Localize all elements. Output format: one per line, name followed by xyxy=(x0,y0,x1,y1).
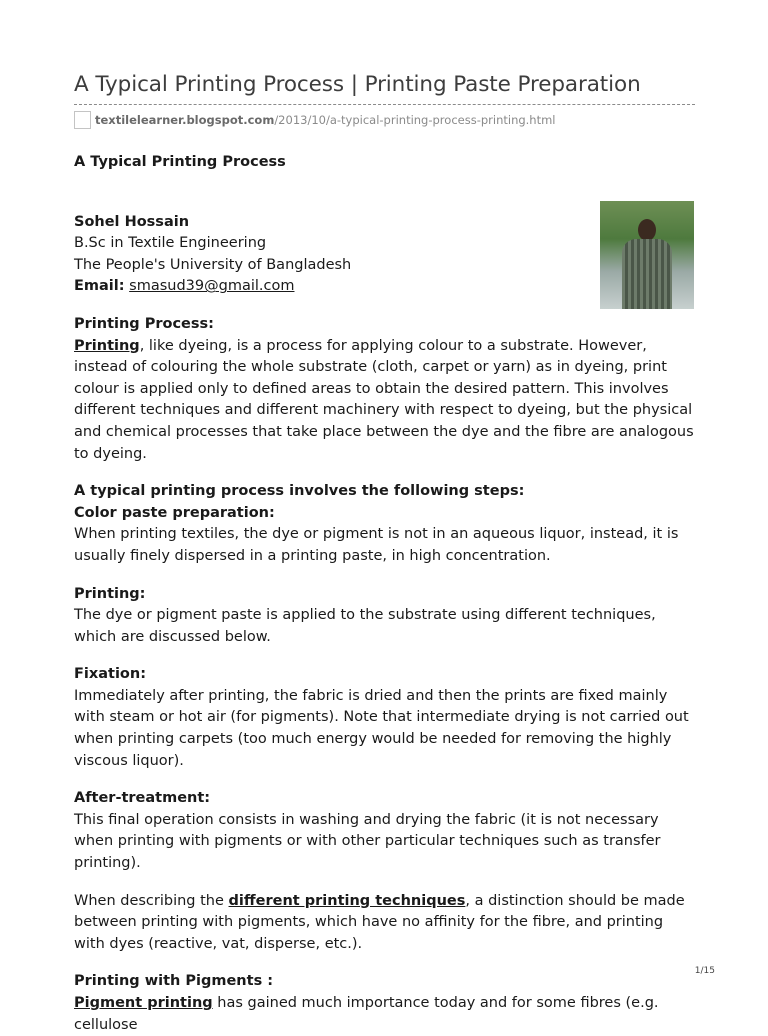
printing-text: The dye or pigment paste is applied to the substrate using different techniques, which are discussed below. xyxy=(74,607,656,645)
source-path: /2013/10/a-typical-printing-process-printing.html xyxy=(274,113,556,127)
printing-heading: Printing: xyxy=(74,585,146,602)
email-link[interactable]: smasud39@gmail.com xyxy=(129,278,295,295)
pigments-text: has gained much importance today and for some fibres (e.g. cellulose xyxy=(74,995,659,1033)
intro-heading: A Typical Printing Process xyxy=(74,154,286,170)
paste-heading: Color paste preparation: xyxy=(74,504,275,521)
pigments-paragraph xyxy=(74,993,695,1036)
source-url[interactable] xyxy=(74,111,556,129)
person-head xyxy=(638,219,656,241)
process-heading: Printing Process: xyxy=(74,315,214,332)
author-name: Sohel Hossain xyxy=(74,213,190,230)
printing-link[interactable]: Printing xyxy=(74,337,140,354)
fixation-heading: Fixation: xyxy=(74,666,146,683)
favicon-icon xyxy=(74,111,91,129)
paste-text: When printing textiles, the dye or pigment is not in an aqueous liquor, instead, it is usually finely dispersed in a printing paste, in high concentration. xyxy=(74,526,679,564)
source-domain: textilelearner.blogspot.com xyxy=(95,113,275,127)
pigments-heading: Printing with Pigments : xyxy=(74,973,274,990)
after-heading: After-treatment: xyxy=(74,790,211,807)
page-number: 1/15 xyxy=(694,966,715,976)
title-divider xyxy=(74,104,695,105)
author-photo xyxy=(600,201,694,309)
process-paragraph xyxy=(74,336,695,466)
pigment-printing-link[interactable]: Pigment printing xyxy=(74,995,213,1011)
steps-heading: A typical printing process involves the following steps: xyxy=(74,483,525,500)
describe-post: , a distinction should be made between printing with pigments, which have no affinity for the fibre, and printing with dyes (reactive, vat, disperse, etc.). xyxy=(74,892,685,952)
describe-paragraph xyxy=(74,891,695,956)
after-text: This final operation consists in washing and drying the fabric (it is not necessary when printing with pigments or with other particular techniques such as transfer printing). xyxy=(74,811,661,872)
page-title: A Typical Printing Process | Printing Paste Preparation xyxy=(74,72,641,97)
email-label: Email: xyxy=(74,278,125,295)
process-text: , like dyeing, is a process for applying colour to a substrate. However, instead of colouring the whole substrate (cloth, carpet or yarn) as in dyeing, print colour is applied only to defined areas to obtain the desired pattern. This involves different techniques and different machinery with respect to dyeing, but the physical and chemical processes that take place between the dye and the fibre are analogous to dyeing. xyxy=(74,337,694,462)
fixation-text: Immediately after printing, the fabric is dried and then the prints are fixed mainly with steam or hot air (for pigments). Note that intermediate drying is not carried out when printing carpets (too much energy would be needed for removing the highly viscous liquor). xyxy=(74,687,689,769)
article-body xyxy=(74,152,695,1036)
author-degree: B.Sc in Textile Engineering xyxy=(74,235,267,252)
author-university: The People's University of Bangladesh xyxy=(74,256,352,273)
author-block xyxy=(74,212,695,298)
describe-pre: When describing the xyxy=(74,892,229,909)
techniques-link[interactable]: different printing techniques xyxy=(228,892,466,909)
person-body xyxy=(622,239,672,309)
